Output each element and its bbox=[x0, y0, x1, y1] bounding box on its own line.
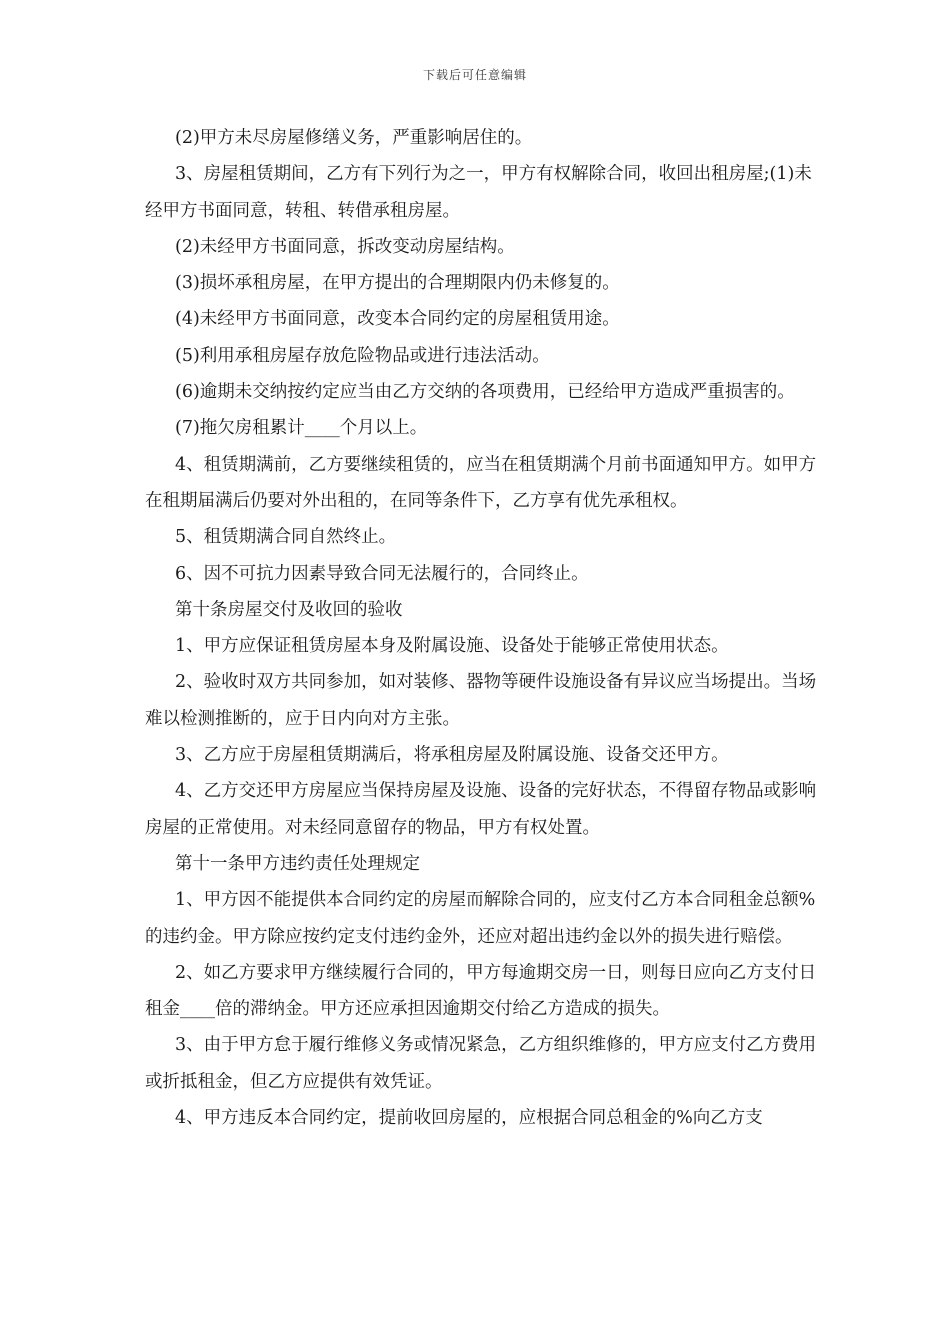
paragraph: (5)利用承租房屋存放危险物品或进行违法活动。 bbox=[175, 345, 550, 366]
paragraph: 6、因不可抗力因素导致合同无法履行的，合同终止。 bbox=[175, 563, 589, 584]
document-body bbox=[145, 120, 825, 1136]
paragraph: 4、乙方交还甲方房屋应当保持房屋及设施、设备的完好状态，不得留存物品或影响房屋的正常使用。对未经同意留存的物品，甲方有权处置。 bbox=[145, 781, 817, 838]
paragraph: 2、如乙方要求甲方继续履行合同的，甲方每逾期交房一日，则每日应向乙方支付日租金____倍的滞纳金。甲方还应承担因逾期交付给乙方造成的损失。 bbox=[145, 962, 817, 1020]
paragraph: 4、甲方违反本合同约定，提前收回房屋的，应根据合同总租金的%向乙方支 bbox=[175, 1108, 763, 1129]
paragraph: 2、验收时双方共同参加，如对装修、器物等硬件设施设备有异议应当场提出。当场难以检测推断的，应于日内向对方主张。 bbox=[145, 672, 817, 729]
paragraph: (6)逾期未交纳按约定应当由乙方交纳的各项费用，已经给甲方造成严重损害的。 bbox=[175, 382, 795, 403]
paragraph: (7)拖欠房租累计____个月以上。 bbox=[175, 418, 428, 439]
paragraph: (2)未经甲方书面同意，拆改变动房屋结构。 bbox=[175, 236, 515, 257]
paragraph: 1、甲方应保证租赁房屋本身及附属设施、设备处于能够正常使用状态。 bbox=[175, 636, 729, 657]
paragraph: (3)损坏承租房屋，在甲方提出的合理期限内仍未修复的。 bbox=[175, 273, 620, 294]
paragraph: 3、由于甲方怠于履行维修义务或情况紧急，乙方组织维修的，甲方应支付乙方费用或折抵租金，但乙方应提供有效凭证。 bbox=[145, 1035, 817, 1092]
paragraph: 3、乙方应于房屋租赁期满后，将承租房屋及附属设施、设备交还甲方。 bbox=[175, 745, 729, 766]
paragraph: 3、房屋租赁期间，乙方有下列行为之一，甲方有权解除合同，收回出租房屋;(1)未经甲方书面同意，转租、转借承租房屋。 bbox=[145, 164, 812, 221]
paragraph: 4、租赁期满前，乙方要继续租赁的，应当在租赁期满个月前书面通知甲方。如甲方在租期届满后仍要对外出租的，在同等条件下，乙方享有优先承租权。 bbox=[145, 454, 817, 511]
section-heading: 第十一条甲方违约责任处理规定 bbox=[175, 853, 420, 874]
paragraph: 5、租赁期满合同自然终止。 bbox=[175, 527, 397, 548]
paragraph: (2)甲方未尽房屋修缮义务，严重影响居住的。 bbox=[175, 128, 533, 148]
section-heading: 第十条房屋交付及收回的验收 bbox=[175, 599, 403, 620]
paragraph: 1、甲方因不能提供本合同约定的房屋而解除合同的，应支付乙方本合同租金总额%的违约金。甲方除应按约定支付违约金外，还应对超出违约金以外的损失进行赔偿。 bbox=[145, 890, 816, 947]
page-header: 下载后可任意编辑 bbox=[422, 68, 527, 82]
paragraph: (4)未经甲方书面同意，改变本合同约定的房屋租赁用途。 bbox=[175, 309, 620, 330]
